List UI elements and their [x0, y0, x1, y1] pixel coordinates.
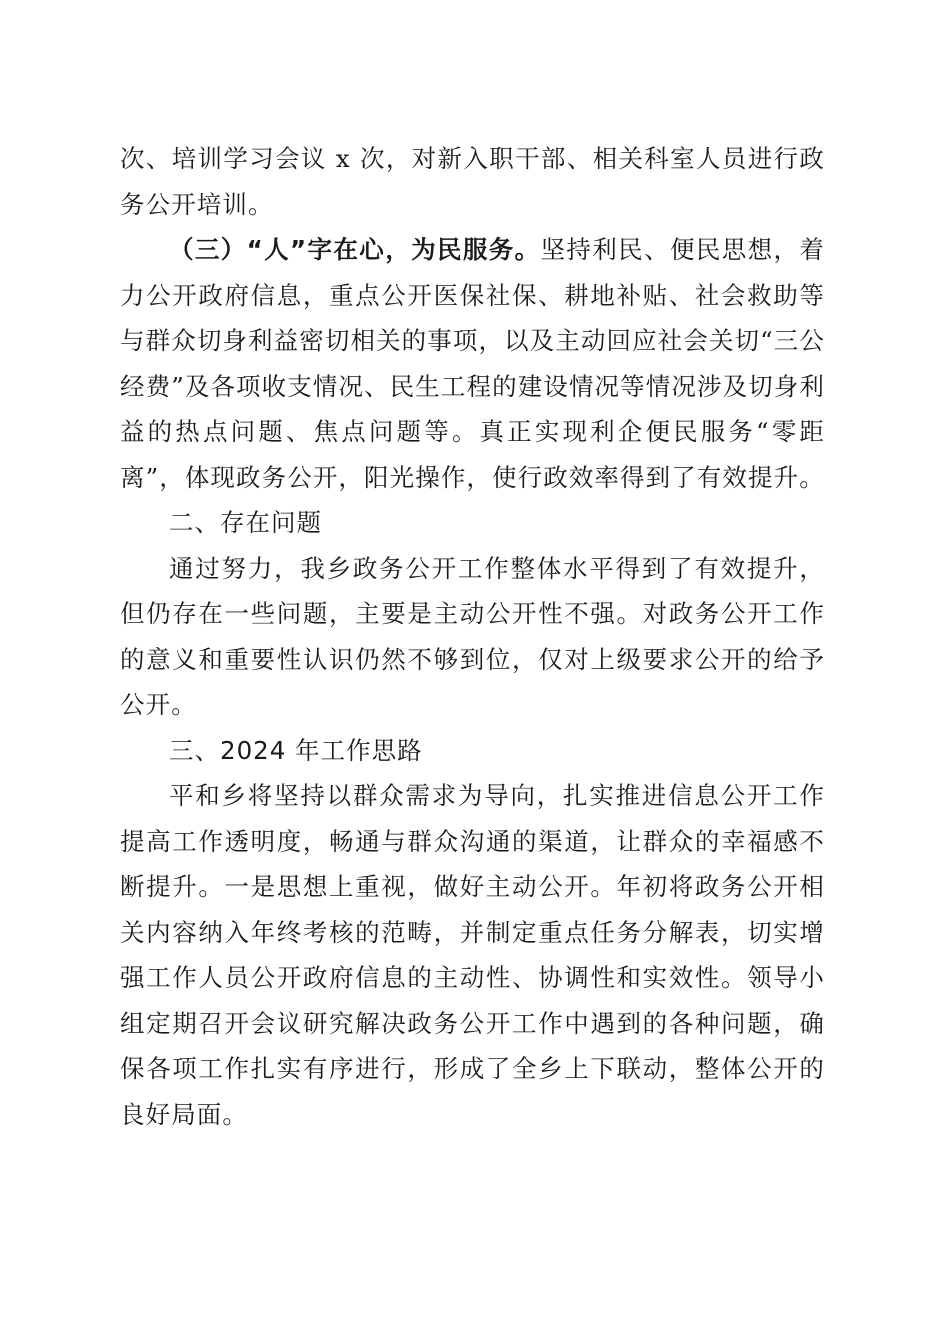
document-page: [120, 136, 825, 1137]
section-3-heading: 三、2024 年工作思路: [169, 735, 423, 765]
section-2-heading: 二、存在问题: [169, 508, 322, 537]
section-1-3-lead: （三）“人”字在心，为民服务。: [169, 235, 541, 264]
section-2-body: 通过努力，我乡政务公开工作整体水平得到了有效提升，但仍存在一些问题，主要是主动公开性不强。对政务公开工作的意义和重要性认识仍然不够到位，仅对上级要求公开的给予公开。: [120, 553, 825, 719]
section-1-3-body: 坚持利民、便民思想，着力公开政府信息，重点公开医保社保、耕地补贴、社会救助等与群众切身利益密切相关的事项，以及主动回应社会关切“三公经费”及各项收支情况、民生工程的建设情况等情况涉及切身利益的热点问题、焦点问题等。真正实现利企便民服务“零距离”，体现政务公开，阳光操作，使行政效率得到了有效提升。: [120, 235, 825, 492]
section-1-3-paragraph: [120, 227, 825, 500]
section-3-body: 平和乡将坚持以群众需求为导向，扎实推进信息公开工作提高工作透明度，畅通与群众沟通的渠道，让群众的幸福感不断提升。一是思想上重视，做好主动公开。年初将政务公开相关内容纳入年终考核的范畴，并制定重点任务分解表，切实增强工作人员公开政府信息的主动性、协调性和实效性。领导小组定期召开会议研究解决政务公开工作中遇到的各种问题，确保各项工作扎实有序进行，形成了全乡上下联动，整体公开的良好局面。: [120, 781, 825, 1129]
continued-paragraph: 次、培训学习会议 x 次，对新入职干部、相关科室人员进行政务公开培训。: [120, 144, 825, 219]
